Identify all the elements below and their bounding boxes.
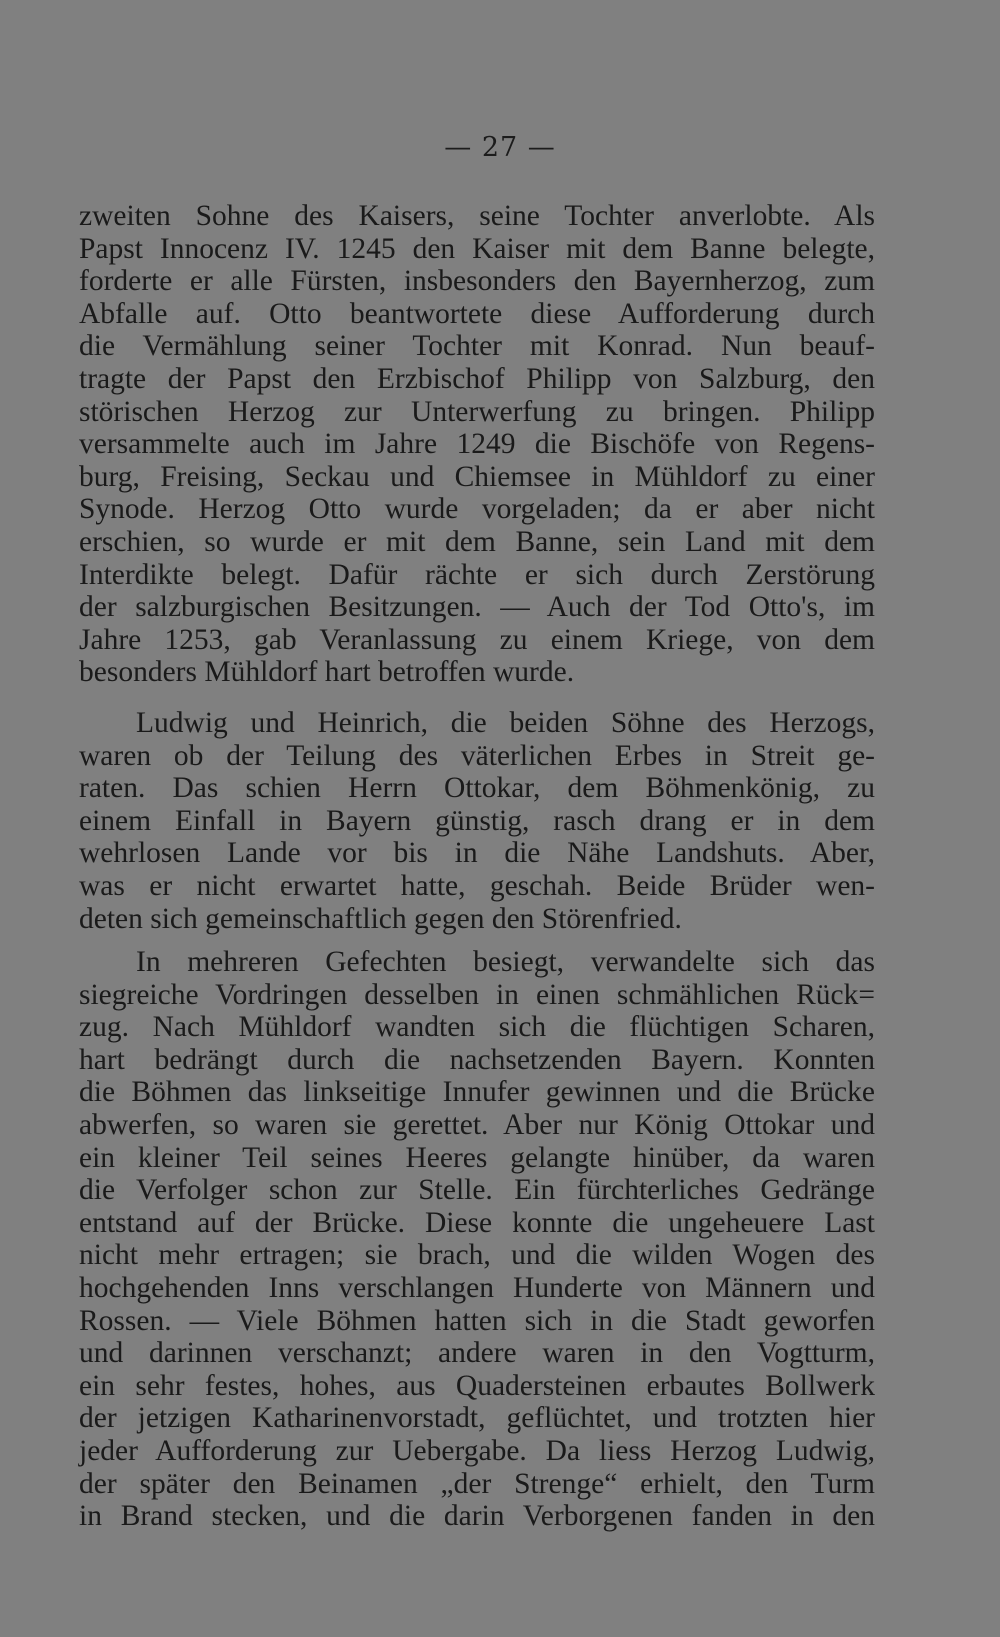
paragraph-3 bbox=[79, 946, 875, 1533]
text-line: Papst Innocenz IV. 1245 den Kaiser mit dem Banne belegte, bbox=[79, 232, 875, 265]
text-line: zweiten Sohne des Kaisers, seine Tochter anverlobte. Als bbox=[79, 200, 875, 232]
text-line: entstand auf der Brücke. Diese konnte die ungeheuere Last bbox=[79, 1206, 875, 1239]
text-line: zug. Nach Mühldorf wandten sich die flüchtigen Scharen, bbox=[79, 1011, 875, 1044]
text-line: In mehreren Gefechten besiegt, verwandelte sich das bbox=[136, 946, 875, 978]
text-line: forderte er alle Fürsten, insbesonders den Bayernherzog, zum bbox=[79, 265, 875, 298]
text-line: raten. Das schien Herrn Ottokar, dem Böhmenkönig, zu bbox=[79, 772, 875, 805]
text-line: waren ob der Teilung des väterlichen Erbes in Streit ge- bbox=[79, 739, 875, 772]
text-line: jeder Aufforderung zur Uebergabe. Da liess Herzog Ludwig, bbox=[79, 1434, 875, 1467]
text-line: besonders Mühldorf hart betroffen wurde. bbox=[79, 656, 575, 689]
text-line: der später den Beinamen „der Strenge“ erhielt, den Turm bbox=[79, 1467, 875, 1500]
text-line: hochgehenden Inns verschlangen Hunderte von Männern und bbox=[79, 1271, 875, 1304]
text-line: wehrlosen Lande vor bis in die Nähe Landshuts. Aber, bbox=[79, 837, 875, 870]
paragraph-2 bbox=[79, 707, 875, 935]
text-line: störischen Herzog zur Unterwerfung zu bringen. Philipp bbox=[79, 395, 875, 428]
text-line: ein kleiner Teil seines Heeres gelangte hinüber, da waren bbox=[79, 1141, 875, 1174]
text-line: einem Einfall in Bayern günstig, rasch drang er in dem bbox=[79, 804, 875, 837]
paragraph-1 bbox=[79, 200, 875, 689]
text-line: Interdikte belegt. Dafür rächte er sich durch Zerstörung bbox=[79, 558, 875, 591]
text-line: Abfalle auf. Otto beantwortete diese Aufforderung durch bbox=[79, 297, 875, 330]
text-line: in Brand stecken, und die darin Verborgenen fanden in den bbox=[79, 1500, 875, 1533]
text-line: erschien, so wurde er mit dem Banne, sein Land mit dem bbox=[79, 525, 875, 558]
text-line: Synode. Herzog Otto wurde vorgeladen; da er aber nicht bbox=[79, 493, 875, 526]
text-line: abwerfen, so waren sie gerettet. Aber nur König Ottokar und bbox=[79, 1108, 875, 1141]
page-number: — 27 — bbox=[444, 132, 556, 163]
text-line: versammelte auch im Jahre 1249 die Bischöfe von Regens- bbox=[79, 428, 875, 461]
text-line: burg, Freising, Seckau und Chiemsee in Mühldorf zu einer bbox=[79, 460, 875, 493]
text-line: der salzburgischen Besitzungen. — Auch der Tod Otto's, im bbox=[79, 591, 875, 624]
text-line: Ludwig und Heinrich, die beiden Söhne des Herzogs, bbox=[136, 707, 875, 739]
text-line: deten sich gemeinschaftlich gegen den Störenfried. bbox=[79, 902, 682, 935]
text-line: ein sehr festes, hohes, aus Quadersteinen erbautes Bollwerk bbox=[79, 1369, 875, 1402]
text-line: siegreiche Vordringen desselben in einen schmählichen Rück= bbox=[79, 978, 875, 1011]
text-line: Jahre 1253, gab Veranlassung zu einem Kriege, von dem bbox=[79, 623, 875, 656]
text-line: Rossen. — Viele Böhmen hatten sich in die Stadt geworfen bbox=[79, 1304, 875, 1337]
text-line: der jetzigen Katharinenvorstadt, geflüchtet, und trotzten hier bbox=[79, 1402, 875, 1435]
text-line: die Vermählung seiner Tochter mit Konrad. Nun beauf- bbox=[79, 330, 875, 363]
text-line: die Verfolger schon zur Stelle. Ein fürchterliches Gedränge bbox=[79, 1174, 875, 1207]
text-line: die Böhmen das linkseitige Innufer gewinnen und die Brücke bbox=[79, 1076, 875, 1109]
text-line: hart bedrängt durch die nachsetzenden Bayern. Konnten bbox=[79, 1043, 875, 1076]
text-line: und darinnen verschanzt; andere waren in den Vogtturm, bbox=[79, 1337, 875, 1370]
text-line: nicht mehr ertragen; sie brach, und die wilden Wogen des bbox=[79, 1239, 875, 1272]
text-line: was er nicht erwartet hatte, geschah. Beide Brüder wen- bbox=[79, 869, 875, 902]
text-line: tragte der Papst den Erzbischof Philipp von Salzburg, den bbox=[79, 362, 875, 395]
